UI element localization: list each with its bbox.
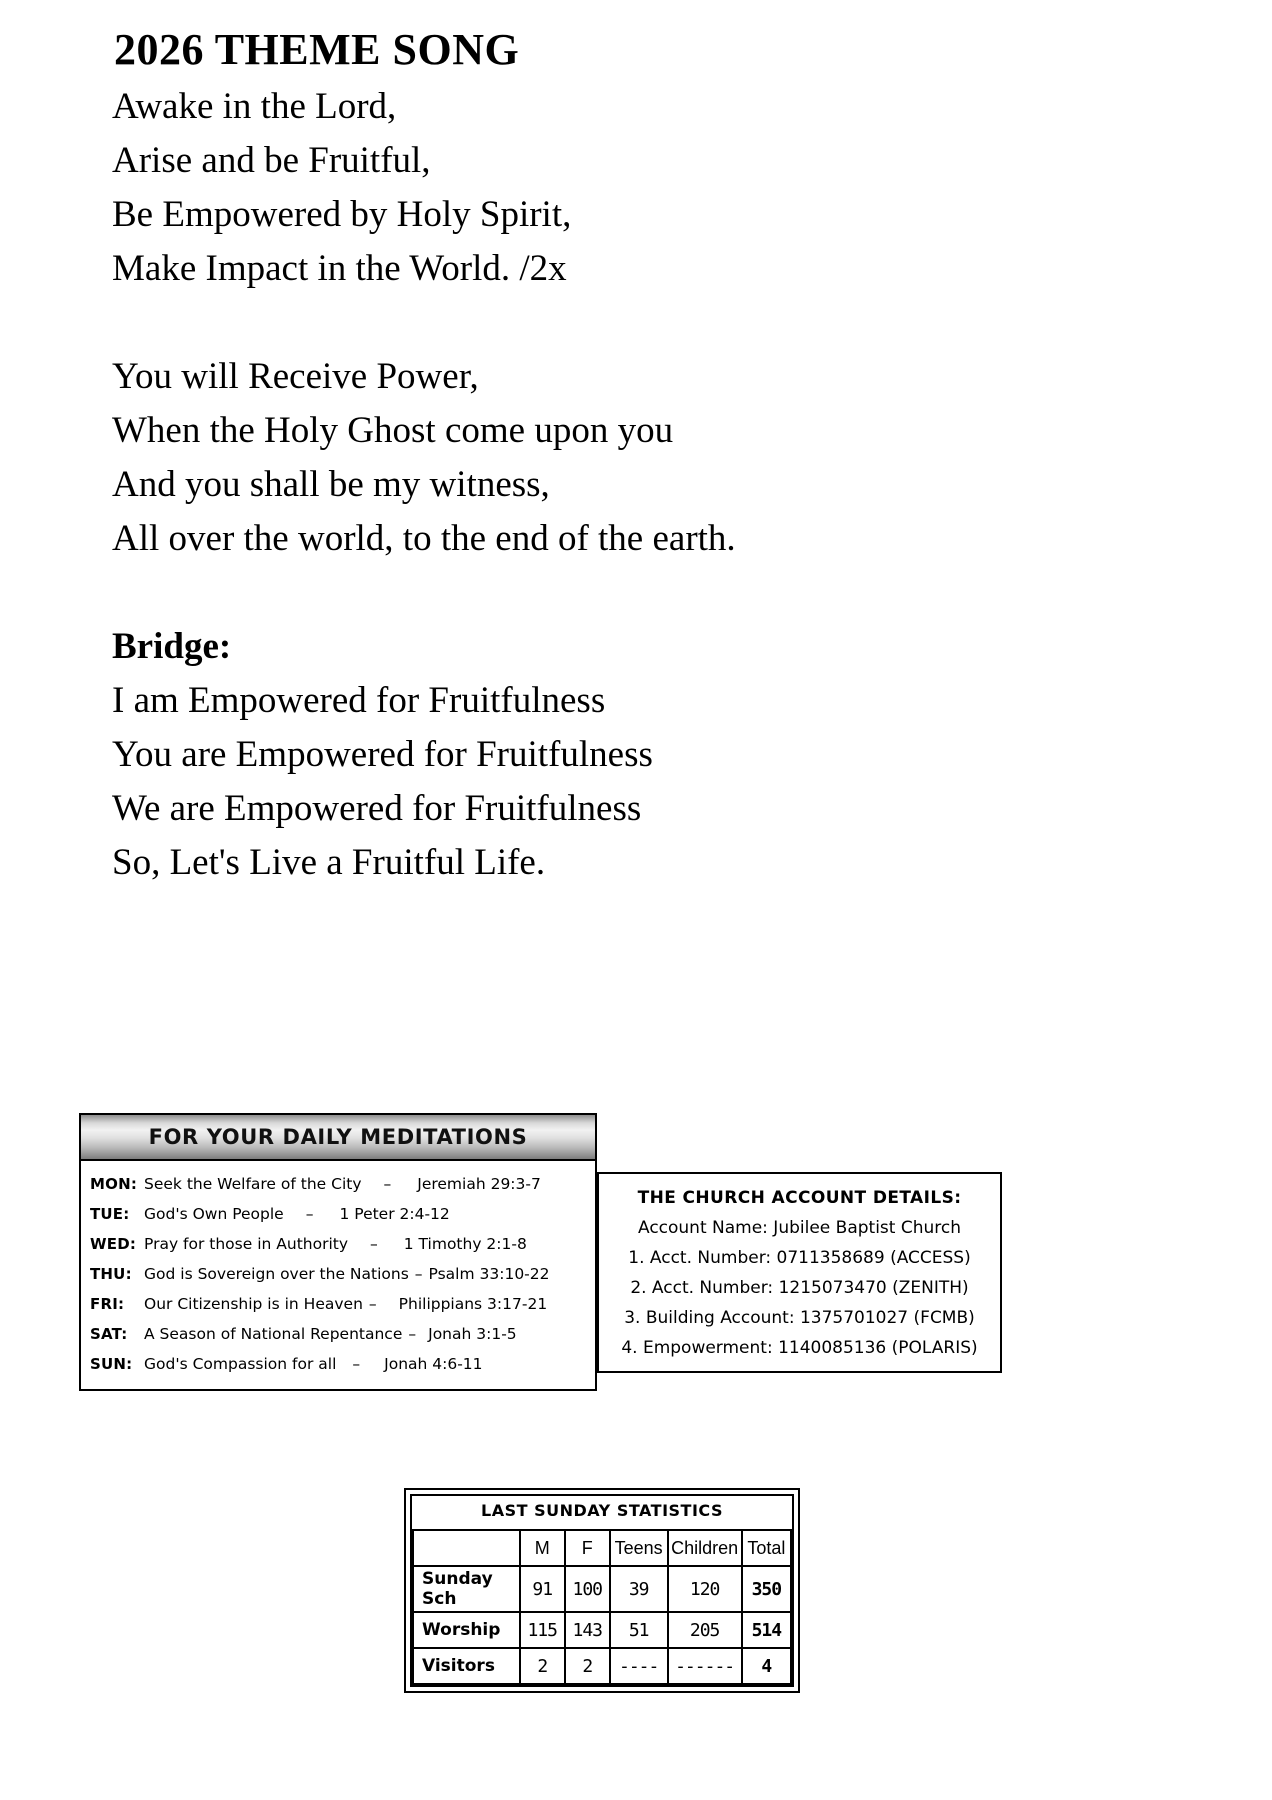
last-sunday-statistics-inner — [410, 1494, 794, 1687]
page-title: 2026 THEME SONG — [114, 25, 520, 74]
church-account-details-lines — [605, 1213, 994, 1363]
statistics-cell-total: 4 — [742, 1648, 791, 1684]
statistics-column-header: Teens — [610, 1531, 668, 1566]
lyric-line: When the Holy Ghost come upon you — [112, 410, 674, 451]
account-detail-line: 1. Acct. Number: 0711358689 (ACCESS) — [628, 1248, 971, 1268]
lyric-line: We are Empowered for Fruitfulness — [112, 788, 642, 829]
statistics-table-body — [413, 1566, 791, 1684]
meditation-topic: God's Own People — [144, 1205, 284, 1223]
statistics-cell-children: ------ — [668, 1648, 742, 1684]
verse-spacer — [112, 566, 1052, 620]
meditation-day-label: SAT: — [90, 1325, 128, 1343]
statistics-cell-female: 100 — [565, 1566, 610, 1612]
lyric-line: All over the world, to the end of the earth. — [112, 518, 736, 559]
statistics-row-label: Worship — [413, 1612, 520, 1648]
statistics-column-header: Children — [668, 1531, 742, 1566]
lyric-line: Make Impact in the World. /2x — [112, 248, 567, 289]
account-detail-line: 2. Acct. Number: 1215073470 (ZENITH) — [630, 1278, 969, 1298]
statistics-table-head — [413, 1531, 791, 1566]
statistics-row-label: Visitors — [413, 1648, 520, 1684]
statistics-cell-teens: 51 — [610, 1612, 668, 1648]
theme-song-section — [112, 22, 1052, 890]
meditation-topic: God's Compassion for all — [144, 1355, 337, 1373]
last-sunday-statistics-box — [404, 1488, 800, 1693]
statistics-cell-total: 514 — [742, 1612, 791, 1648]
lyric-line: Arise and be Fruitful, — [112, 140, 431, 181]
meditation-topic: Pray for those in Authority — [144, 1235, 349, 1253]
meditation-row — [81, 1169, 595, 1199]
meditation-scripture-reference: Jeremiah 29:3-7 — [417, 1175, 541, 1193]
meditation-day-label: SUN: — [90, 1355, 133, 1373]
meditation-scripture-reference: Psalm 33:10-22 — [428, 1265, 550, 1283]
daily-meditations-box — [79, 1113, 597, 1391]
meditation-row — [81, 1259, 595, 1289]
meditation-day-label: MON: — [90, 1175, 138, 1193]
meditation-topic: God is Sovereign over the Nations — [144, 1265, 409, 1283]
statistics-cell-male: 2 — [520, 1648, 565, 1684]
lyric-line: And you shall be my witness, — [112, 464, 550, 505]
meditation-separator: – — [368, 1295, 377, 1313]
statistics-table — [412, 1531, 792, 1685]
statistics-row-label: Sunday Sch — [413, 1566, 520, 1612]
statistics-cell-teens: 39 — [610, 1566, 668, 1612]
meditation-separator: – — [352, 1355, 361, 1373]
church-account-details-title: THE CHURCH ACCOUNT DETAILS: — [637, 1188, 962, 1208]
lyric-line: So, Let's Live a Fruitful Life. — [112, 842, 546, 883]
meditation-row — [81, 1199, 595, 1229]
meditation-separator: – — [370, 1235, 378, 1253]
lyric-line: I am Empowered for Fruitfulness — [112, 680, 606, 721]
meditation-row — [81, 1349, 595, 1379]
statistics-cell-female: 143 — [565, 1612, 610, 1648]
meditation-topic: Seek the Welfare of the City — [144, 1175, 362, 1193]
meditation-separator: – — [383, 1175, 392, 1193]
statistics-cell-teens: ---- — [610, 1648, 668, 1684]
verse-spacer — [112, 296, 1052, 350]
meditation-separator: – — [305, 1205, 314, 1223]
meditation-topic: Our Citizenship is in Heaven — [144, 1295, 363, 1313]
statistics-header-row — [413, 1531, 791, 1566]
meditation-day-label: TUE: — [90, 1205, 130, 1223]
meditation-scripture-reference: 1 Peter 2:4-12 — [339, 1205, 450, 1223]
last-sunday-statistics-title: LAST SUNDAY STATISTICS — [412, 1496, 792, 1531]
account-detail-line: Account Name: Jubilee Baptist Church — [637, 1218, 962, 1238]
table-row — [413, 1648, 791, 1684]
meditation-day-label: FRI: — [90, 1295, 125, 1313]
daily-meditations-header-label: FOR YOUR DAILY MEDITATIONS — [148, 1125, 528, 1149]
statistics-column-header: M — [520, 1531, 565, 1566]
account-detail-line: 4. Empowerment: 1140085136 (POLARIS) — [621, 1338, 978, 1358]
daily-meditations-header — [81, 1115, 595, 1161]
statistics-column-header: Total — [742, 1531, 791, 1566]
account-detail-line: 3. Building Account: 1375701027 (FCMB) — [624, 1308, 975, 1328]
church-account-details-box — [597, 1172, 1002, 1373]
statistics-cell-male: 91 — [520, 1566, 565, 1612]
bridge-label: Bridge: — [112, 626, 232, 667]
lyric-line: Awake in the Lord, — [112, 86, 397, 127]
church-account-details-inner — [599, 1174, 1000, 1371]
daily-meditations-list — [81, 1161, 595, 1389]
meditation-scripture-reference: Jonah 4:6-11 — [384, 1355, 483, 1373]
meditation-scripture-reference: Philippians 3:17-21 — [398, 1295, 548, 1313]
lyric-line: Be Empowered by Holy Spirit, — [112, 194, 572, 235]
meditation-topic: A Season of National Repentance — [144, 1325, 403, 1343]
meditation-day-label: THU: — [90, 1265, 132, 1283]
table-row — [413, 1566, 791, 1612]
meditation-row — [81, 1229, 595, 1259]
statistics-cell-children: 205 — [668, 1612, 742, 1648]
statistics-cell-total: 350 — [742, 1566, 791, 1612]
meditation-scripture-reference: 1 Timothy 2:1-8 — [403, 1235, 527, 1253]
lyric-line: You will Receive Power, — [112, 356, 479, 397]
statistics-column-header — [413, 1531, 520, 1566]
statistics-cell-male: 115 — [520, 1612, 565, 1648]
statistics-cell-female: 2 — [565, 1648, 610, 1684]
meditation-row — [81, 1319, 595, 1349]
table-row — [413, 1612, 791, 1648]
statistics-cell-children: 120 — [668, 1566, 742, 1612]
meditation-day-label: WED: — [90, 1235, 137, 1253]
meditation-separator: – — [408, 1325, 417, 1343]
meditation-separator: – — [414, 1265, 423, 1283]
lyric-line: You are Empowered for Fruitfulness — [112, 734, 653, 775]
meditation-scripture-reference: Jonah 3:1-5 — [428, 1325, 517, 1343]
statistics-column-header: F — [565, 1531, 610, 1566]
meditation-row — [81, 1289, 595, 1319]
